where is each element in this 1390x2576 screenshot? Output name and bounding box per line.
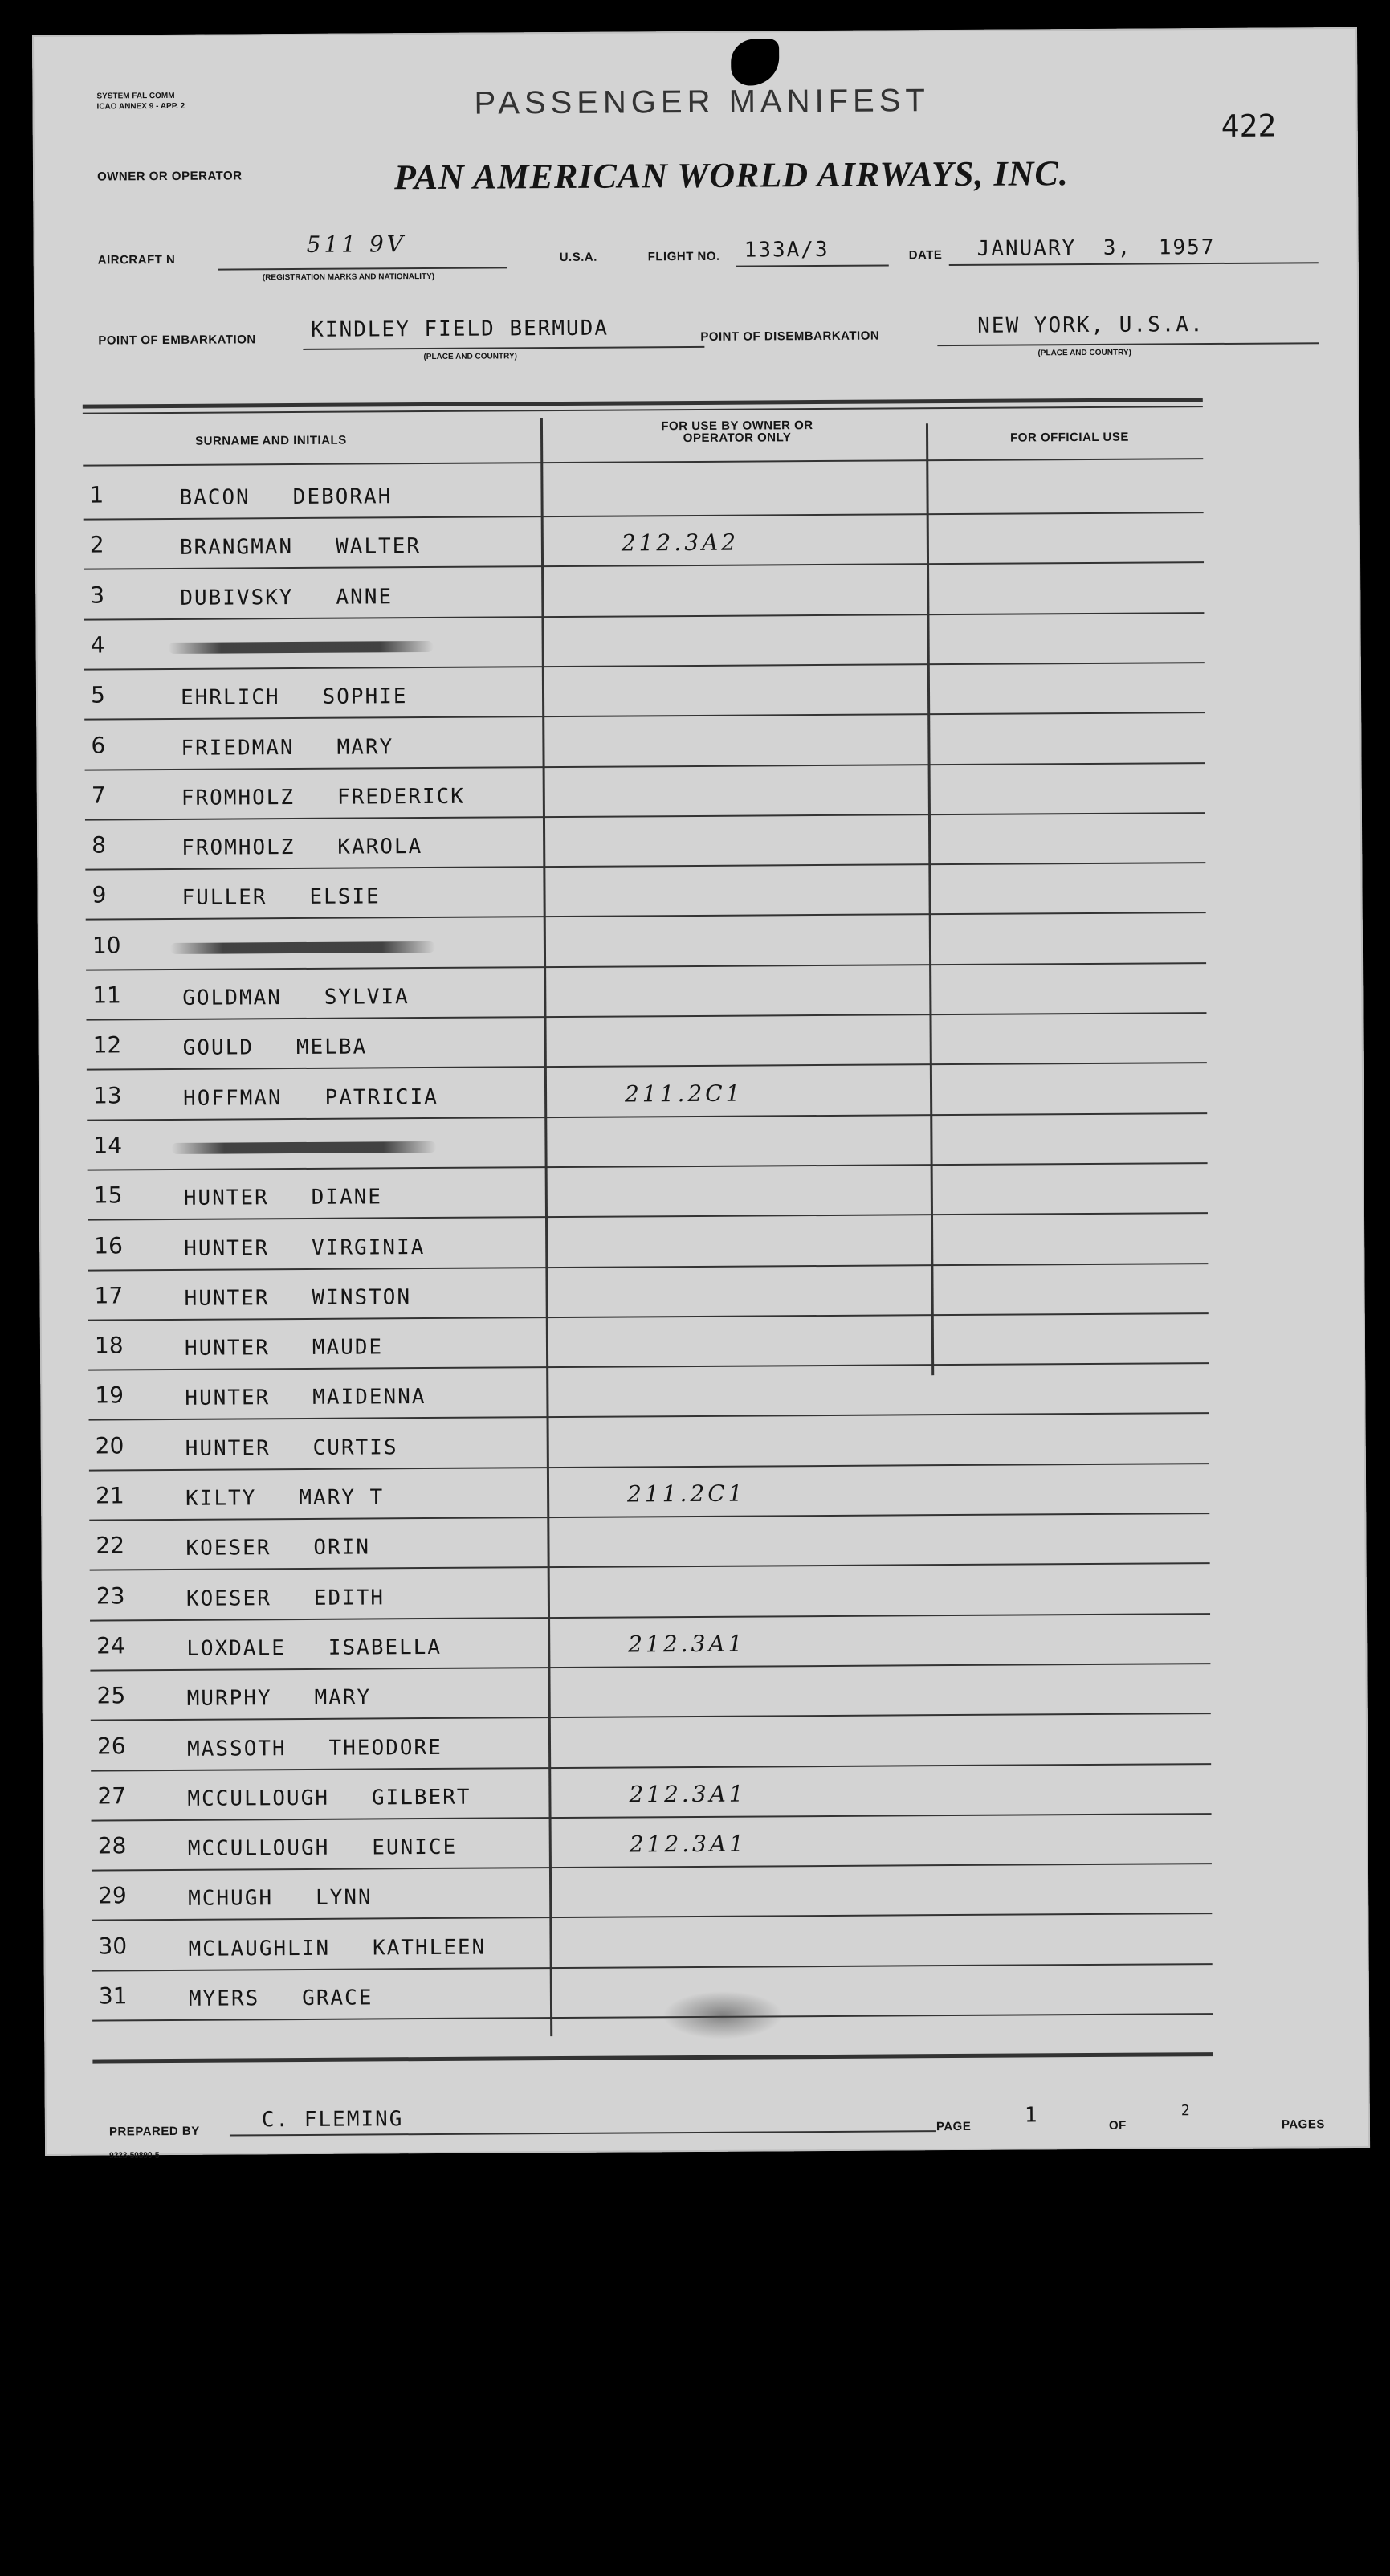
row-rule <box>92 1913 1212 1921</box>
row-rule <box>88 1362 1209 1371</box>
col-header-official: FOR OFFICIAL USE <box>1010 430 1129 445</box>
ink-smudge <box>662 1990 783 2039</box>
passenger-name: GOULD MELBA <box>182 1035 368 1060</box>
row-number: 28 <box>97 1832 127 1860</box>
aircraft-value: 511 9V <box>306 231 407 258</box>
row-number: 4 <box>90 631 105 659</box>
airline-name: PAN AMERICAN WORLD AIRWAYS, INC. <box>393 153 1069 198</box>
manifest-sheet <box>32 27 1370 2161</box>
row-number: 13 <box>92 1082 122 1109</box>
row-rule <box>85 812 1205 821</box>
header-rule-bottom <box>83 458 1203 467</box>
row-rule <box>88 1162 1208 1171</box>
row-rule <box>90 1663 1210 1672</box>
row-number: 17 <box>94 1282 124 1309</box>
embarkation-caption: (PLACE AND COUNTRY) <box>423 352 517 362</box>
row-rule <box>85 762 1205 771</box>
country-label: U.S.A. <box>559 250 597 264</box>
passenger-name: HUNTER MAUDE <box>184 1335 384 1361</box>
owner-use-code: 211.2C1 <box>627 1480 746 1508</box>
row-number: 22 <box>96 1532 125 1559</box>
owner-use-code: 211.2C1 <box>624 1080 744 1108</box>
row-number: 18 <box>94 1332 124 1359</box>
embarkation-value: KINDLEY FIELD BERMUDA <box>311 316 609 342</box>
row-number: 15 <box>93 1182 123 1209</box>
passenger-name: BACON DEBORAH <box>179 484 393 510</box>
col-header-owner: FOR USE BY OWNER OR OPERATOR ONLY <box>661 418 813 446</box>
row-number: 30 <box>98 1933 128 1960</box>
row-rule <box>88 1312 1209 1321</box>
passenger-name: BRANGMAN WALTER <box>179 534 422 560</box>
passenger-name: HUNTER MAIDENNA <box>185 1385 426 1410</box>
owner-use-code: 212.3A2 <box>621 529 740 557</box>
of-label: OF <box>1108 2118 1127 2133</box>
row-rule <box>85 862 1205 871</box>
passenger-name: HUNTER CURTIS <box>185 1435 398 1461</box>
passenger-name: FULLER ELSIE <box>181 884 381 910</box>
passenger-name: MYERS GRACE <box>188 1986 373 2011</box>
row-rule <box>91 1713 1211 1721</box>
disembarkation-caption: (PLACE AND COUNTRY) <box>1037 348 1131 358</box>
row-rule <box>89 1412 1209 1421</box>
note-line-2: ICAO ANNEX 9 - APP. 2 <box>96 101 185 112</box>
row-number: 1 <box>89 481 104 508</box>
redacted-entry <box>170 941 435 954</box>
passenger-name: HUNTER VIRGINIA <box>184 1235 426 1261</box>
passenger-name: KOESER EDITH <box>185 1586 385 1611</box>
passenger-name: KOESER ORIN <box>185 1535 371 1561</box>
top-left-notes <box>96 91 185 112</box>
passenger-name: FROMHOLZ KAROLA <box>181 835 423 860</box>
row-rule <box>88 1212 1208 1221</box>
row-rule <box>92 1813 1212 1822</box>
passenger-name: MCHUGH LYNN <box>188 1885 373 1911</box>
owner-use-code: 212.3A1 <box>628 1630 746 1658</box>
row-rule <box>92 1963 1213 1972</box>
footer-rule <box>92 2052 1213 2064</box>
row-rule <box>84 662 1205 671</box>
column-divider-1 <box>540 418 552 2036</box>
date-underline <box>949 262 1319 266</box>
row-rule <box>90 1613 1210 1622</box>
owner-use-code: 212.3A1 <box>629 1830 748 1858</box>
passenger-name: EHRLICH SOPHIE <box>180 684 408 710</box>
row-number: 12 <box>92 1031 122 1059</box>
disembarkation-value: NEW YORK, U.S.A. <box>977 312 1205 338</box>
aircraft-underline <box>218 267 507 270</box>
column-divider-2 <box>926 423 934 1375</box>
row-rule <box>92 2013 1213 2022</box>
passenger-name: MCLAUGHLIN KATHLEEN <box>188 1935 487 1962</box>
aircraft-label: AIRCRAFT N <box>97 252 176 267</box>
passenger-name: MURPHY MARY <box>186 1685 372 1711</box>
passenger-name: MASSOTH THEODORE <box>186 1735 442 1762</box>
row-rule <box>84 512 1204 521</box>
row-number: 16 <box>94 1232 123 1259</box>
row-rule <box>87 1062 1207 1071</box>
date-value: JANUARY 3, 1957 <box>976 235 1216 261</box>
flight-underline <box>736 264 889 267</box>
form-number: 9223-50890-5 <box>109 2151 160 2161</box>
row-number: 11 <box>92 982 122 1009</box>
row-number: 7 <box>91 782 106 809</box>
row-number: 9 <box>92 881 107 908</box>
of-value: 2 <box>1180 2102 1192 2120</box>
row-number: 31 <box>98 1982 128 2010</box>
row-number: 5 <box>90 681 105 708</box>
row-number: 2 <box>89 531 104 558</box>
pages-label: PAGES <box>1281 2117 1325 2132</box>
prepared-label: PREPARED BY <box>108 2124 200 2139</box>
prepared-value: C. FLEMING <box>261 2107 404 2133</box>
row-rule <box>88 1263 1208 1272</box>
passenger-name: HOFFMAN PATRICIA <box>182 1084 438 1111</box>
row-number: 25 <box>96 1682 126 1709</box>
passenger-name: LOXDALE ISABELLA <box>186 1635 442 1661</box>
row-rule <box>91 1763 1211 1772</box>
passenger-name: KILTY MARY T <box>185 1485 385 1511</box>
row-number: 3 <box>90 582 105 609</box>
row-number: 14 <box>93 1132 123 1159</box>
flight-label: FLIGHT NO. <box>647 249 720 264</box>
disembarkation-label: POINT OF DISEMBARKATION <box>700 329 880 344</box>
row-number: 8 <box>92 831 107 859</box>
row-number: 23 <box>96 1582 125 1610</box>
row-number: 26 <box>96 1733 126 1760</box>
row-rule <box>89 1463 1209 1472</box>
disembarkation-underline <box>937 342 1319 346</box>
owner-use-code: 212.3A1 <box>629 1780 747 1808</box>
stamped-page-number: 422 <box>1221 108 1277 144</box>
redacted-entry <box>171 1141 436 1154</box>
owner-label: OWNER OR OPERATOR <box>97 169 243 184</box>
row-number: 27 <box>97 1782 127 1810</box>
row-rule <box>86 962 1206 971</box>
embarkation-underline <box>303 346 704 350</box>
flight-value: 133A/3 <box>744 237 830 263</box>
row-number: 20 <box>95 1432 124 1459</box>
row-rule <box>84 712 1205 721</box>
passenger-name: HUNTER WINSTON <box>184 1285 412 1311</box>
passenger-name: MCCULLOUGH EUNICE <box>187 1835 458 1861</box>
registration-caption: (REGISTRATION MARKS AND NATIONALITY) <box>262 271 435 283</box>
passenger-name: FRIEDMAN MARY <box>181 735 394 761</box>
row-number: 19 <box>95 1382 124 1409</box>
row-number: 10 <box>92 932 121 959</box>
passenger-name: HUNTER DIANE <box>183 1185 383 1210</box>
note-line-1: SYSTEM FAL COMM <box>96 91 175 101</box>
row-rule <box>87 1112 1207 1121</box>
row-number: 29 <box>98 1882 127 1909</box>
row-rule <box>84 561 1204 570</box>
row-rule <box>86 1012 1206 1021</box>
page-label: PAGE <box>935 2119 972 2134</box>
row-rule <box>86 912 1206 921</box>
row-rule <box>89 1513 1209 1521</box>
row-rule <box>90 1562 1210 1571</box>
page-title: PASSENGER MANIFEST <box>474 83 930 121</box>
torn-corner-mark <box>731 39 779 85</box>
passenger-name: GOLDMAN SYLVIA <box>182 985 410 1010</box>
passenger-name: MCCULLOUGH GILBERT <box>187 1785 471 1811</box>
passenger-name: DUBIVSKY ANNE <box>180 585 393 610</box>
embarkation-label: POINT OF EMBARKATION <box>98 333 256 348</box>
row-rule <box>92 1863 1212 1872</box>
redacted-entry <box>169 641 434 654</box>
row-number: 24 <box>96 1632 125 1659</box>
row-number: 21 <box>96 1482 124 1509</box>
passenger-name: FROMHOLZ FREDERICK <box>181 784 465 810</box>
row-rule <box>84 612 1204 621</box>
row-number: 6 <box>91 732 106 759</box>
col-header-surname: SURNAME AND INITIALS <box>195 433 347 448</box>
date-label: DATE <box>908 248 943 263</box>
page-value: 1 <box>1024 2103 1039 2128</box>
